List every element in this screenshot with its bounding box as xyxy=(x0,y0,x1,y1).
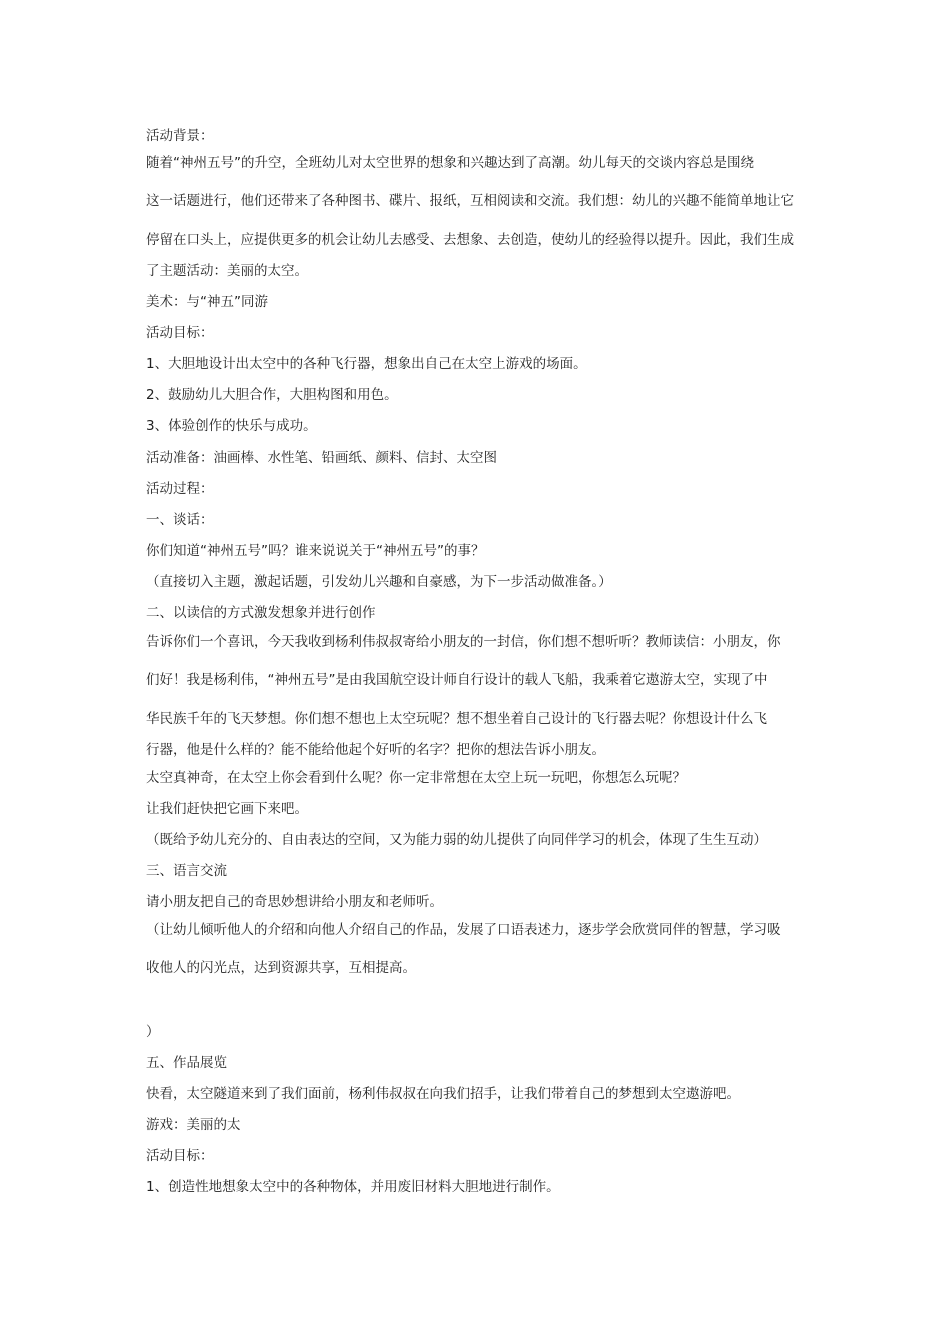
process-heading: 活动过程： xyxy=(146,481,214,497)
game-goals-heading: 活动目标： xyxy=(146,1148,214,1164)
step5-text: 快看，太空隧道来到了我们面前，杨利伟叔叔在向我们招手，让我们带着自己的梦想到太空遨游吧。 xyxy=(146,1086,740,1102)
background-line-3: 停留在口头上，应提供更多的机会让幼儿去感受、去想象、去创造，使幼儿的经验得以提升。因此，我们生成 xyxy=(146,232,794,248)
art-title: 美术：与“神五”同游 xyxy=(146,294,268,310)
step2-title: 二、以读信的方式激发想象并进行创作 xyxy=(146,605,376,621)
step1-question: 你们知道“神州五号”吗？谁来说说关于“神州五号”的事？ xyxy=(146,543,485,559)
step2-note: （既给予幼儿充分的、自由表达的空间，又为能力弱的幼儿提供了向同伴学习的机会，体现了生生互动） xyxy=(146,832,767,848)
step2-line-4: 行器，他是什么样的？能不能给他起个好听的名字？把你的想法告诉小朋友。 xyxy=(146,742,605,758)
step2-question: 太空真神奇，在太空上你会看到什么呢？你一定非常想在太空上玩一玩吧，你想怎么玩呢？ xyxy=(146,770,686,786)
step2-line-3: 华民族千年的飞天梦想。你们想不想也上太空玩呢？想不想坐着自己设计的飞行器去呢？你想设计什么飞 xyxy=(146,711,767,727)
step3-title: 三、语言交流 xyxy=(146,863,227,879)
step3-text: 请小朋友把自己的奇思妙想讲给小朋友和老师听。 xyxy=(146,894,443,910)
background-line-1: 随着“神州五号”的升空，全班幼儿对太空世界的想象和兴趣达到了高潮。幼儿每天的交谈内容总是围绕 xyxy=(146,155,754,171)
goal-3: 3、体验创作的快乐与成功。 xyxy=(146,418,317,434)
game-goal-1: 1、创造性地想象太空中的各种物体，并用废旧材料大胆地进行制作。 xyxy=(146,1179,560,1195)
step2-line-2: 们好！我是杨利伟，“神州五号”是由我国航空设计师自行设计的载人飞船，我乘着它遨游太空，实现了中 xyxy=(146,672,768,688)
step2-line-1: 告诉你们一个喜讯，今天我收到杨利伟叔叔寄给小朋友的一封信，你们想不想听听？教师读信：小朋友，你 xyxy=(146,634,781,650)
goal-2: 2、鼓励幼儿大胆合作，大胆构图和用色。 xyxy=(146,387,398,403)
background-heading: 活动背景： xyxy=(146,128,214,144)
step2-draw: 让我们赶快把它画下来吧。 xyxy=(146,801,308,817)
game-title: 游戏：美丽的太 xyxy=(146,1117,241,1133)
step5-title: 五、作品展览 xyxy=(146,1055,227,1071)
goals-heading: 活动目标： xyxy=(146,325,214,341)
step3-note-line-1: （让幼儿倾听他人的介绍和向他人介绍自己的作品，发展了口语表述力，逐步学会欣赏同伴的智慧，学习吸 xyxy=(146,922,781,938)
goal-1: 1、大胆地设计出太空中的各种飞行器，想象出自己在太空上游戏的场面。 xyxy=(146,356,587,372)
step1-note: （直接切入主题，激起话题，引发幼儿兴趣和自豪感，为下一步活动做准备。） xyxy=(146,574,612,590)
step1-title: 一、谈话： xyxy=(146,512,214,528)
materials: 活动准备：油画棒、水性笔、铅画纸、颜料、信封、太空图 xyxy=(146,450,497,466)
step3-note-line-2: 收他人的闪光点，达到资源共享，互相提高。 xyxy=(146,960,416,976)
background-line-2: 这一话题进行，他们还带来了各种图书、碟片、报纸，互相阅读和交流。我们想：幼儿的兴趣不能简单地让它 xyxy=(146,193,794,209)
background-line-4: 了主题活动：美丽的太空。 xyxy=(146,263,308,279)
closing-paren: ） xyxy=(146,1024,160,1040)
